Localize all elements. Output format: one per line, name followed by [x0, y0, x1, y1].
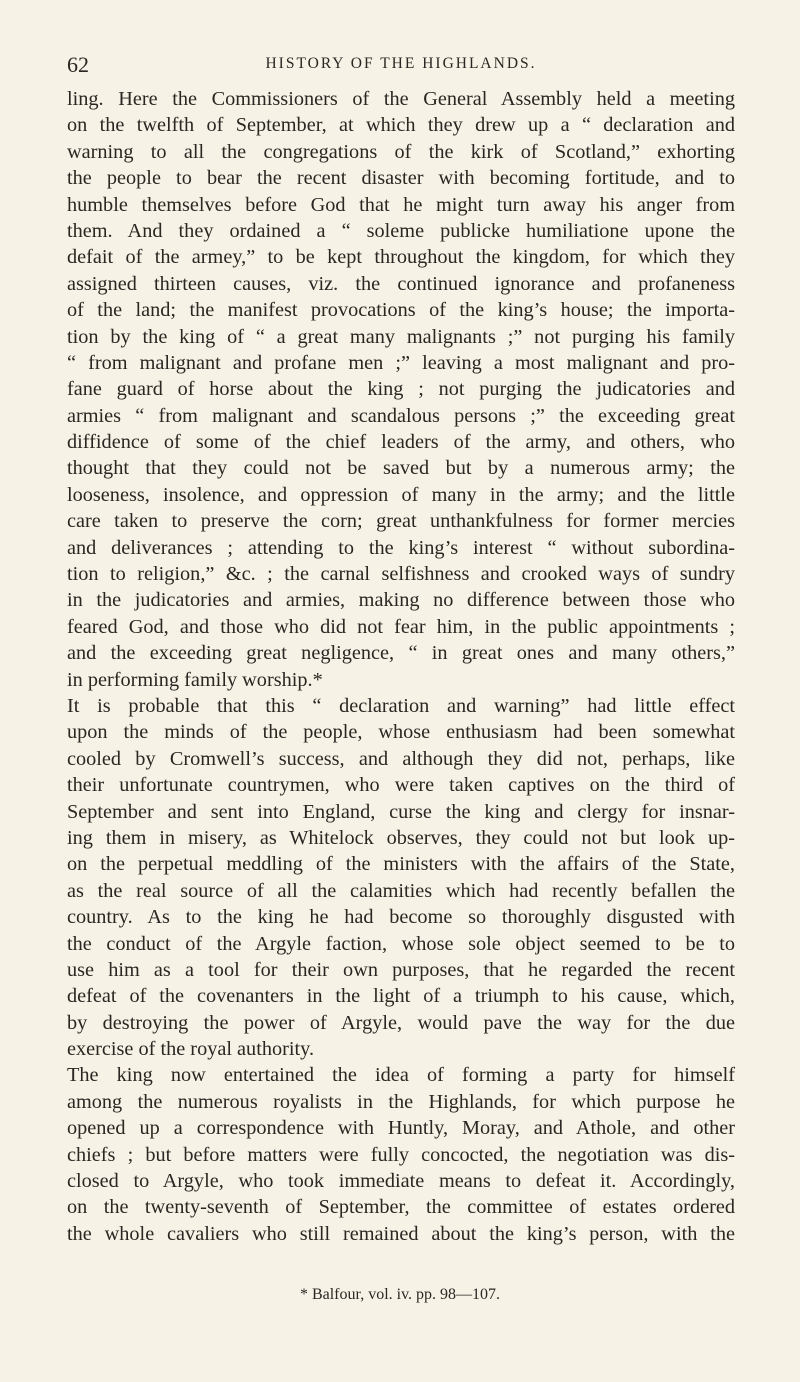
text-line: exercise of the royal authority.: [67, 1038, 315, 1061]
text-line: It is probable that this “ declaration and warning” had little effect: [67, 694, 735, 717]
page-number: 62: [67, 52, 89, 77]
text-line: “ from malignant and profane men ;” leaving a most malignant and pro-: [67, 351, 735, 374]
text-line: by destroying the power of Argyle, would pave the way for the due: [67, 1011, 735, 1034]
text-line: them. And they ordained a “ soleme publicke humiliatione upone the: [67, 219, 735, 242]
text-line: September and sent into England, curse the king and clergy for insnar-: [67, 800, 735, 823]
text-line: as the real source of all the calamities which had recently befallen the: [67, 879, 735, 902]
text-line: diffidence of some of the chief leaders of the army, and others, who: [67, 431, 735, 454]
text-line: ing them in misery, as Whitelock observes, they could not but look up-: [67, 826, 735, 849]
text-line: country. As to the king he had become so thoroughly disgusted with: [67, 906, 735, 929]
text-line: upon the minds of the people, whose enthusiasm had been somewhat: [67, 721, 735, 744]
text-line: of the land; the manifest provocations of the king’s house; the importa-: [67, 299, 735, 322]
text-line: the whole cavaliers who still remained about the king’s person, with the: [67, 1222, 735, 1245]
text-line: and deliverances ; attending to the king’s interest “ without subordina-: [67, 536, 735, 559]
text-line: armies “ from malignant and scandalous persons ;” the exceeding great: [67, 404, 735, 427]
text-line: assigned thirteen causes, viz. the continued ignorance and profaneness: [67, 272, 735, 295]
text-line: on the perpetual meddling of the ministers with the affairs of the State,: [67, 853, 735, 876]
text-line: on the twelfth of September, at which they drew up a “ declaration and: [67, 114, 735, 137]
text-line: in the judicatories and armies, making no difference between those who: [67, 589, 735, 612]
text-line: looseness, insolence, and oppression of many in the army; and the little: [67, 483, 735, 506]
text-line: defeat of the covenanters in the light of a triumph to his cause, which,: [67, 985, 735, 1008]
text-line: on the twenty-seventh of September, the committee of estates ordered: [67, 1196, 735, 1219]
text-line: in performing family worship.*: [67, 668, 323, 691]
text-line: warning to all the congregations of the kirk of Scotland,” exhorting: [67, 140, 735, 163]
text-line: defait of the armey,” to be kept throughout the kingdom, for which they: [67, 246, 735, 269]
running-header: [67, 52, 735, 82]
text-line: humble themselves before God that he might turn away his anger from: [67, 193, 735, 216]
running-title: HISTORY OF THE HIGHLANDS.: [265, 55, 537, 72]
footnote: * Balfour, vol. iv. pp. 98—107.: [299, 1286, 501, 1303]
text-line: tion to religion,” &c. ; the carnal selfishness and crooked ways of sundry: [67, 563, 735, 586]
text-line: among the numerous royalists in the Highlands, for which purpose he: [67, 1090, 735, 1113]
body-text: [67, 86, 735, 1247]
text-line: their unfortunate countrymen, who were taken captives on the third of: [67, 774, 735, 797]
text-line: ling. Here the Commissioners of the General Assembly held a meeting: [67, 88, 735, 110]
text-line: use him as a tool for their own purposes, that he regarded the recent: [67, 958, 735, 981]
text-line: thought that they could not be saved but by a numerous army; the: [67, 457, 735, 480]
text-line: the conduct of the Argyle faction, whose sole object seemed to be to: [67, 932, 735, 955]
text-line: tion by the king of “ a great many malignants ;” not purging his family: [67, 325, 735, 348]
text-line: cooled by Cromwell’s success, and although they did not, perhaps, like: [67, 747, 735, 770]
text-line: closed to Argyle, who took immediate means to defeat it. Accordingly,: [67, 1170, 735, 1193]
text-line: feared God, and those who did not fear him, in the public appointments ;: [67, 615, 735, 638]
text-line: The king now entertained the idea of forming a party for himself: [67, 1064, 735, 1087]
text-line: and the exceeding great negligence, “ in great ones and many others,”: [67, 642, 735, 665]
text-line: care taken to preserve the corn; great unthankfulness for former mercies: [67, 510, 735, 533]
text-line: opened up a correspondence with Huntly, Moray, and Athole, and other: [67, 1117, 735, 1140]
text-line: the people to bear the recent disaster with becoming fortitude, and to: [67, 167, 735, 190]
text-line: fane guard of horse about the king ; not purging the judicatories and: [67, 378, 735, 401]
text-line: chiefs ; but before matters were fully concocted, the negotiation was dis-: [67, 1143, 735, 1166]
